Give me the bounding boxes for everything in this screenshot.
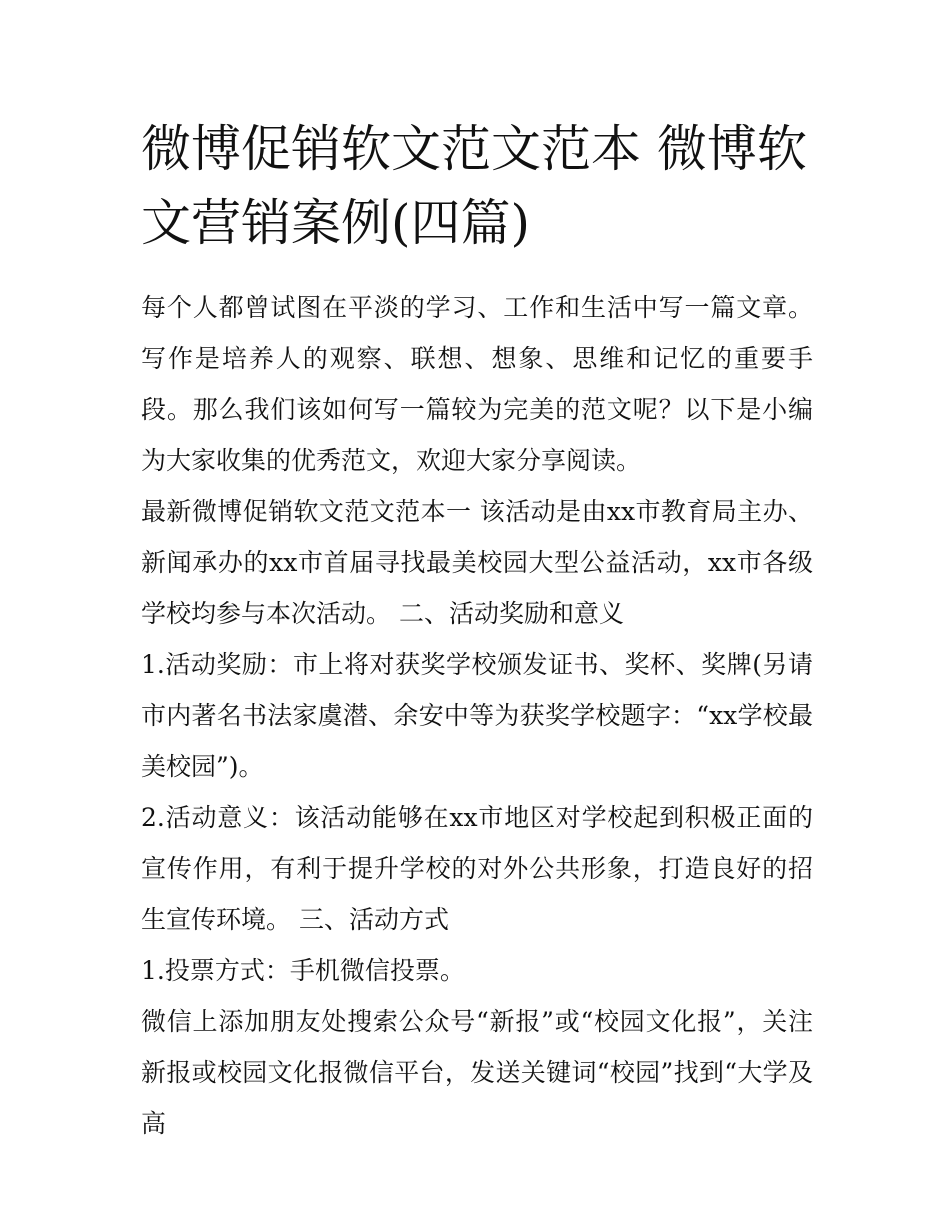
paragraph-vote-method: 1.投票方式：手机微信投票。 [141, 956, 465, 985]
document-body [141, 282, 813, 1149]
paragraph-intro: 每个人都曾试图在平淡的学习、工作和生活中写一篇文章。写作是培养人的观察、联想、想象、思维和记忆的重要手段。那么我们该如何写一篇较为完美的范文呢？以下是小编为大家收集的优秀范文，欢迎大家分享阅读。 [141, 293, 813, 475]
document-content [141, 112, 813, 1149]
paragraph-article-one: 最新微博促销软文范文范本一 该活动是由xx市教育局主办、新闻承办的xx市首届寻找最美校园大型公益活动，xx市各级学校均参与本次活动。 二、活动奖励和意义 [141, 497, 813, 628]
paragraph-activity-reward: 1.活动奖励：市上将对获奖学校颁发证书、奖杯、奖牌(另请市内著名书法家虞潜、余安中等为获奖学校题字：“xx学校最美校园”)。 [141, 650, 813, 781]
paragraph-activity-meaning: 2.活动意义：该活动能够在xx市地区对学校起到积极正面的宣传作用，有利于提升学校的对外公共形象，打造良好的招生宣传环境。 三、活动方式 [141, 803, 813, 934]
document-title: 微博促销软文范文范本 微博软文营销案例(四篇) [141, 120, 807, 252]
paragraph-wechat-instructions: 微信上添加朋友处搜索公众号“新报”或“校园文化报”，关注新报或校园文化报微信平台，发送关键词“校园”找到“大学及高 [141, 1007, 813, 1138]
